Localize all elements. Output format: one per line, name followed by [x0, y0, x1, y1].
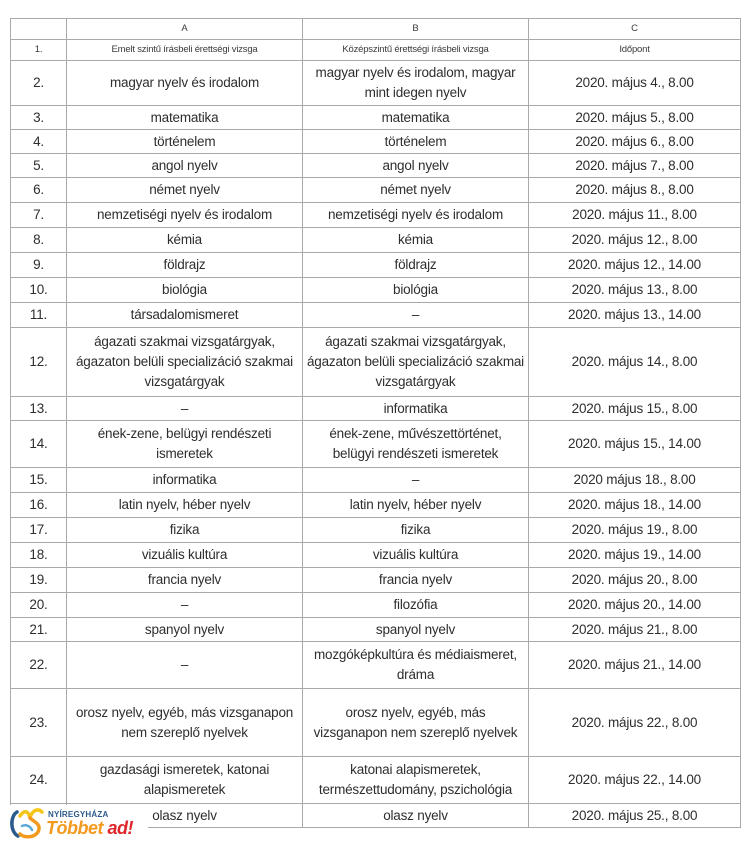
advanced-level-subject: latin nyelv, héber nyelv — [67, 493, 303, 518]
intermediate-level-subject: mozgóképkultúra és médiaismeret, dráma — [303, 642, 529, 689]
table-row — [11, 757, 741, 804]
row-number: 8. — [11, 228, 67, 253]
exam-date: 2020. május 11., 8.00 — [529, 203, 741, 228]
exam-date: 2020. május 13., 8.00 — [529, 278, 741, 303]
intermediate-level-subject: latin nyelv, héber nyelv — [303, 493, 529, 518]
advanced-level-subject: vizuális kultúra — [67, 543, 303, 568]
row-number: 7. — [11, 203, 67, 228]
exam-date: 2020. május 7., 8.00 — [529, 154, 741, 178]
table-row — [11, 642, 741, 689]
table-row — [11, 203, 741, 228]
advanced-level-subject: ének-zene, belügyi rendészeti ismeretek — [67, 421, 303, 468]
exam-date: 2020. május 19., 8.00 — [529, 518, 741, 543]
table-row — [11, 106, 741, 130]
column-letter-blank — [11, 19, 67, 40]
row-number: 9. — [11, 253, 67, 278]
advanced-level-subject: francia nyelv — [67, 568, 303, 593]
advanced-level-subject: matematika — [67, 106, 303, 130]
column-letter-b: B — [303, 19, 529, 40]
advanced-level-subject: orosz nyelv, egyéb, más vizsganapon nem szereplő nyelvek — [67, 689, 303, 757]
exam-schedule-table — [10, 18, 741, 828]
advanced-level-subject: informatika — [67, 468, 303, 493]
intermediate-level-subject: matematika — [303, 106, 529, 130]
intermediate-level-subject: fizika — [303, 518, 529, 543]
table-row — [11, 493, 741, 518]
row-number: 14. — [11, 421, 67, 468]
row-number: 12. — [11, 328, 67, 397]
column-letter-a: A — [67, 19, 303, 40]
exam-date: 2020. május 8., 8.00 — [529, 178, 741, 203]
logo-slogan-part2: ad! — [103, 818, 134, 838]
exam-date: 2020. május 21., 14.00 — [529, 642, 741, 689]
table-row — [11, 154, 741, 178]
advanced-level-subject: – — [67, 642, 303, 689]
header-row — [11, 40, 741, 61]
advanced-level-subject: spanyol nyelv — [67, 618, 303, 642]
advanced-level-subject: gazdasági ismeretek, katonai alapismeretek — [67, 757, 303, 804]
table-body — [11, 61, 741, 828]
table-row — [11, 61, 741, 106]
table-row — [11, 689, 741, 757]
intermediate-level-subject: földrajz — [303, 253, 529, 278]
intermediate-level-subject: katonai alapismeretek, természettudomány, pszichológia — [303, 757, 529, 804]
header-date: Időpont — [529, 40, 741, 61]
row-number: 10. — [11, 278, 67, 303]
exam-date: 2020. május 13., 14.00 — [529, 303, 741, 328]
advanced-level-subject: földrajz — [67, 253, 303, 278]
row-number: 23. — [11, 689, 67, 757]
intermediate-level-subject: francia nyelv — [303, 568, 529, 593]
advanced-level-subject: német nyelv — [67, 178, 303, 203]
exam-date: 2020. május 20., 14.00 — [529, 593, 741, 618]
intermediate-level-subject: spanyol nyelv — [303, 618, 529, 642]
row-number: 19. — [11, 568, 67, 593]
table-row — [11, 421, 741, 468]
exam-date: 2020 május 18., 8.00 — [529, 468, 741, 493]
intermediate-level-subject: nemzetiségi nyelv és irodalom — [303, 203, 529, 228]
row-number: 18. — [11, 543, 67, 568]
row-number: 20. — [11, 593, 67, 618]
intermediate-level-subject: ének-zene, művészettörténet, belügyi rendészeti ismeretek — [303, 421, 529, 468]
logo-city-name: NYÍREGYHÁZA — [48, 810, 109, 819]
intermediate-level-subject: angol nyelv — [303, 154, 529, 178]
exam-date: 2020. május 21., 8.00 — [529, 618, 741, 642]
row-number: 21. — [11, 618, 67, 642]
header-num: 1. — [11, 40, 67, 61]
header-advanced-level: Emelt szintű írásbeli érettségi vizsga — [67, 40, 303, 61]
exam-date: 2020. május 12., 14.00 — [529, 253, 741, 278]
intermediate-level-subject: – — [303, 468, 529, 493]
advanced-level-subject: angol nyelv — [67, 154, 303, 178]
row-number: 22. — [11, 642, 67, 689]
exam-date: 2020. május 12., 8.00 — [529, 228, 741, 253]
advanced-level-subject: fizika — [67, 518, 303, 543]
nyiregyhaza-logo — [8, 805, 148, 841]
advanced-level-subject: olasz nyelv — [67, 804, 303, 828]
table-row — [11, 328, 741, 397]
intermediate-level-subject: filozófia — [303, 593, 529, 618]
advanced-level-subject: történelem — [67, 130, 303, 154]
exam-date: 2020. május 22., 14.00 — [529, 757, 741, 804]
table-row — [11, 593, 741, 618]
logo-emblem-icon — [8, 806, 46, 840]
intermediate-level-subject: német nyelv — [303, 178, 529, 203]
exam-date: 2020. május 15., 8.00 — [529, 397, 741, 421]
intermediate-level-subject: kémia — [303, 228, 529, 253]
advanced-level-subject: nemzetiségi nyelv és irodalom — [67, 203, 303, 228]
table-row — [11, 303, 741, 328]
advanced-level-subject: kémia — [67, 228, 303, 253]
exam-date: 2020. május 18., 14.00 — [529, 493, 741, 518]
row-number: 17. — [11, 518, 67, 543]
table-row — [11, 278, 741, 303]
row-number: 5. — [11, 154, 67, 178]
exam-date: 2020. május 14., 8.00 — [529, 328, 741, 397]
table-row — [11, 228, 741, 253]
row-number: 15. — [11, 468, 67, 493]
logo-slogan-part1: Többet — [46, 818, 103, 838]
table-row — [11, 130, 741, 154]
intermediate-level-subject: olasz nyelv — [303, 804, 529, 828]
advanced-level-subject: magyar nyelv és irodalom — [67, 61, 303, 106]
intermediate-level-subject: informatika — [303, 397, 529, 421]
header-intermediate-level: Középszintű érettségi írásbeli vizsga — [303, 40, 529, 61]
row-number: 24. — [11, 757, 67, 804]
intermediate-level-subject: orosz nyelv, egyéb, más vizsganapon nem szereplő nyelvek — [303, 689, 529, 757]
column-letter-c: C — [529, 19, 741, 40]
exam-date: 2020. május 19., 14.00 — [529, 543, 741, 568]
intermediate-level-subject: történelem — [303, 130, 529, 154]
intermediate-level-subject: ágazati szakmai vizsgatárgyak, ágazaton belüli specializáció szakmai vizsgatárgyak — [303, 328, 529, 397]
row-number: 3. — [11, 106, 67, 130]
row-number: 13. — [11, 397, 67, 421]
row-number: 2. — [11, 61, 67, 106]
table-row — [11, 178, 741, 203]
table-row — [11, 618, 741, 642]
advanced-level-subject: – — [67, 593, 303, 618]
exam-date: 2020. május 25., 8.00 — [529, 804, 741, 828]
exam-date: 2020. május 22., 8.00 — [529, 689, 741, 757]
row-number: 4. — [11, 130, 67, 154]
advanced-level-subject: – — [67, 397, 303, 421]
intermediate-level-subject: – — [303, 303, 529, 328]
table-row — [11, 253, 741, 278]
row-number: 11. — [11, 303, 67, 328]
intermediate-level-subject: biológia — [303, 278, 529, 303]
advanced-level-subject: társadalomismeret — [67, 303, 303, 328]
row-number: 6. — [11, 178, 67, 203]
exam-date: 2020. május 4., 8.00 — [529, 61, 741, 106]
exam-date: 2020. május 5., 8.00 — [529, 106, 741, 130]
advanced-level-subject: biológia — [67, 278, 303, 303]
exam-date: 2020. május 6., 8.00 — [529, 130, 741, 154]
intermediate-level-subject: vizuális kultúra — [303, 543, 529, 568]
table-row — [11, 518, 741, 543]
table-row — [11, 468, 741, 493]
exam-date: 2020. május 15., 14.00 — [529, 421, 741, 468]
table-row — [11, 568, 741, 593]
row-number: 16. — [11, 493, 67, 518]
intermediate-level-subject: magyar nyelv és irodalom, magyar mint idegen nyelv — [303, 61, 529, 106]
table-row — [11, 543, 741, 568]
column-letter-row — [11, 19, 741, 40]
advanced-level-subject: ágazati szakmai vizsgatárgyak, ágazaton belüli specializáció szakmai vizsgatárgyak — [67, 328, 303, 397]
exam-date: 2020. május 20., 8.00 — [529, 568, 741, 593]
table-row — [11, 397, 741, 421]
logo-slogan — [46, 818, 133, 839]
